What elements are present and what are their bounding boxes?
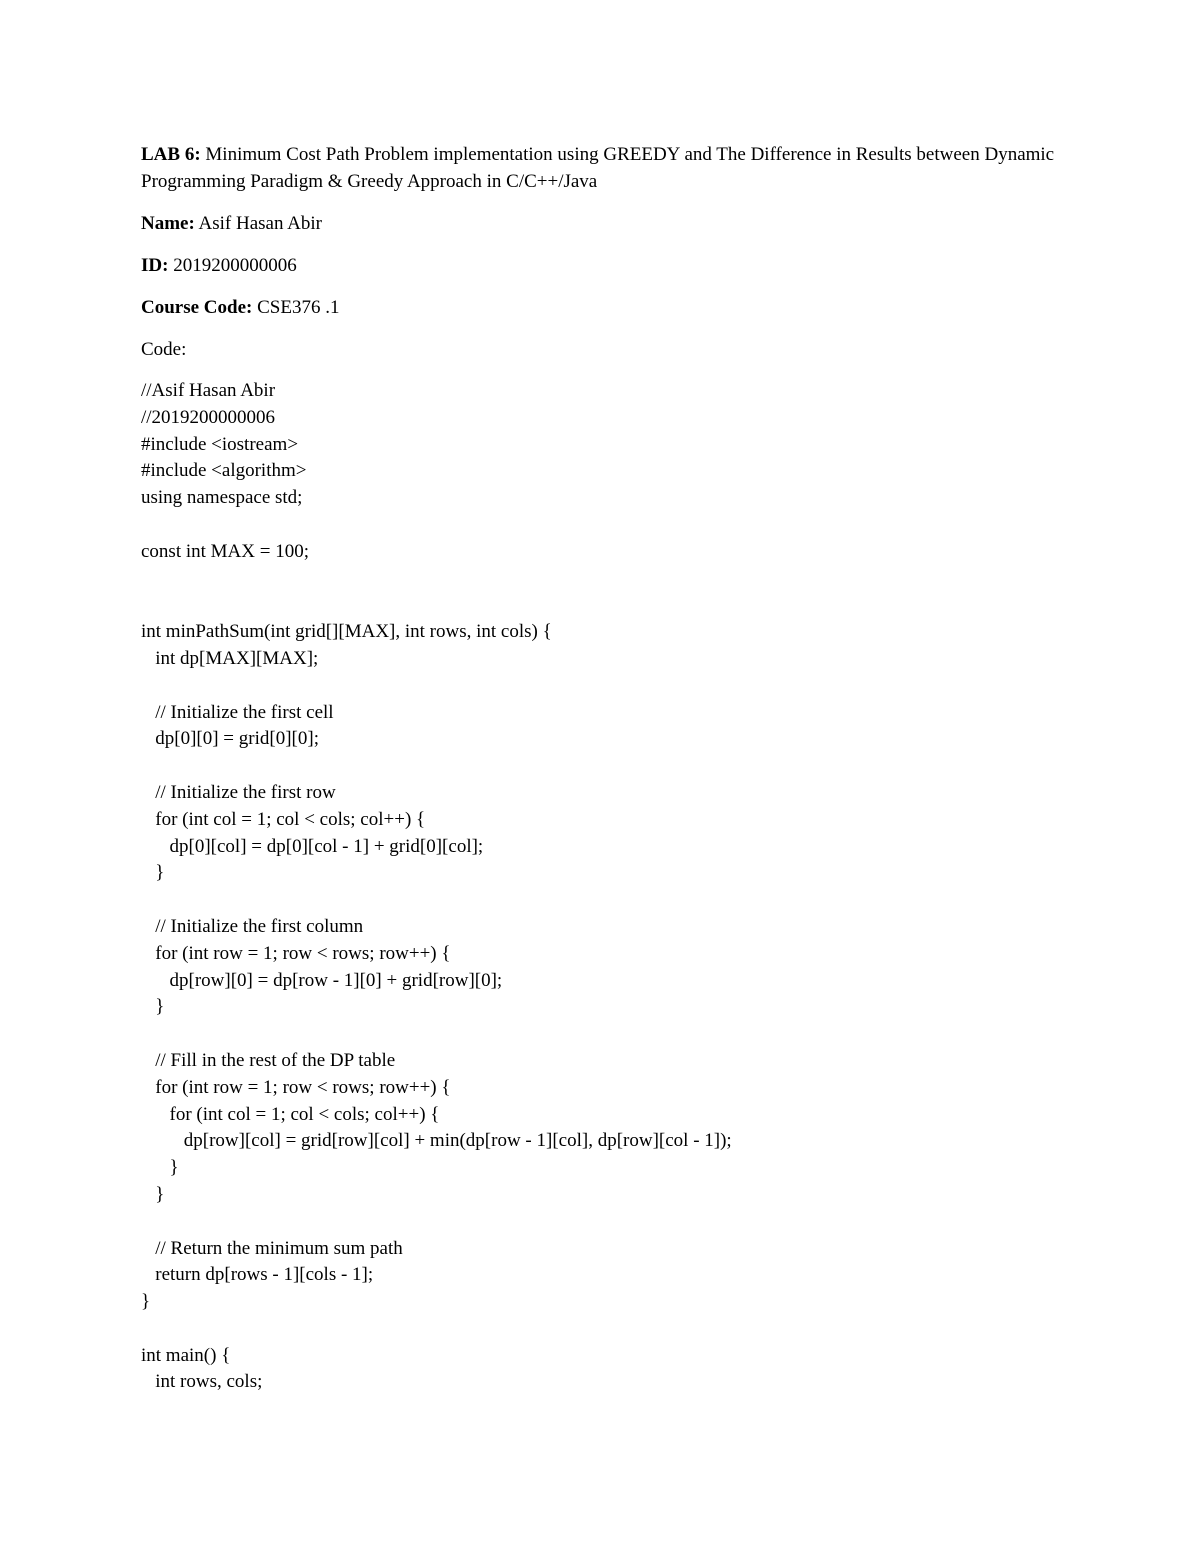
code-line: } — [141, 1183, 165, 1205]
lab-title — [141, 141, 1061, 195]
code-line — [141, 1021, 1061, 1048]
id-value: 2019200000006 — [168, 255, 297, 276]
code-line — [141, 566, 1061, 593]
code-heading: Code: — [141, 339, 187, 360]
code-line: int main() { — [141, 1344, 231, 1366]
code-line: for (int row = 1; row < rows; row++) { — [141, 942, 451, 964]
document-content — [141, 141, 1061, 1396]
code-block — [141, 378, 1061, 1396]
code-line: for (int col = 1; col < cols; col++) { — [141, 1103, 440, 1125]
code-line: dp[0][col] = dp[0][col - 1] + grid[0][col]; — [141, 835, 484, 857]
code-line: #include <iostream> — [141, 433, 299, 455]
code-line — [141, 592, 1061, 619]
name-value: Asif Hasan Abir — [194, 213, 322, 234]
code-line: // Initialize the first column — [141, 915, 364, 937]
course-code — [141, 294, 1061, 321]
code-line: //2019200000006 — [141, 406, 276, 428]
lab-title-text: Minimum Cost Path Problem implementation using GREEDY and The Difference in Results between Dynamic Programming Paradigm & Greedy Approach in C/C++/Java — [141, 144, 1055, 192]
code-line: // Initialize the first row — [141, 781, 336, 803]
code-line: // Return the minimum sum path — [141, 1237, 403, 1259]
code-line: for (int col = 1; col < cols; col++) { — [141, 808, 426, 830]
code-line: return dp[rows - 1][cols - 1]; — [141, 1264, 374, 1286]
course-code-value: CSE376 .1 — [252, 297, 340, 318]
code-line — [141, 673, 1061, 700]
code-line: // Fill in the rest of the DP table — [141, 1049, 396, 1071]
lab-title-label: LAB 6: — [141, 144, 201, 165]
code-line: } — [141, 1157, 179, 1179]
code-line — [141, 753, 1061, 780]
code-line — [141, 1209, 1061, 1236]
code-line: dp[row][col] = grid[row][col] + min(dp[row - 1][col], dp[row][col - 1]); — [141, 1130, 732, 1152]
code-line: const int MAX = 100; — [141, 540, 309, 562]
code-line: //Asif Hasan Abir — [141, 380, 276, 401]
id-label: ID: — [141, 255, 169, 276]
code-line — [141, 887, 1061, 914]
code-line: int dp[MAX][MAX]; — [141, 647, 319, 669]
code-line: for (int row = 1; row < rows; row++) { — [141, 1076, 451, 1098]
name-label: Name: — [141, 213, 195, 234]
code-line: // Initialize the first cell — [141, 701, 334, 723]
code-line — [141, 512, 1061, 539]
code-line: dp[row][0] = dp[row - 1][0] + grid[row][0]; — [141, 969, 503, 991]
code-line: dp[0][0] = grid[0][0]; — [141, 728, 319, 750]
code-line: } — [141, 1291, 151, 1313]
code-line: int minPathSum(int grid[][MAX], int rows, int cols) { — [141, 621, 552, 643]
student-name — [141, 210, 1061, 237]
code-line: } — [141, 996, 165, 1018]
code-line: } — [141, 862, 165, 884]
code-line — [141, 1316, 1061, 1343]
code-line: #include <algorithm> — [141, 460, 307, 482]
code-line: int rows, cols; — [141, 1371, 263, 1393]
code-line: using namespace std; — [141, 487, 303, 509]
course-code-label: Course Code: — [141, 297, 253, 318]
student-id — [141, 252, 1061, 279]
